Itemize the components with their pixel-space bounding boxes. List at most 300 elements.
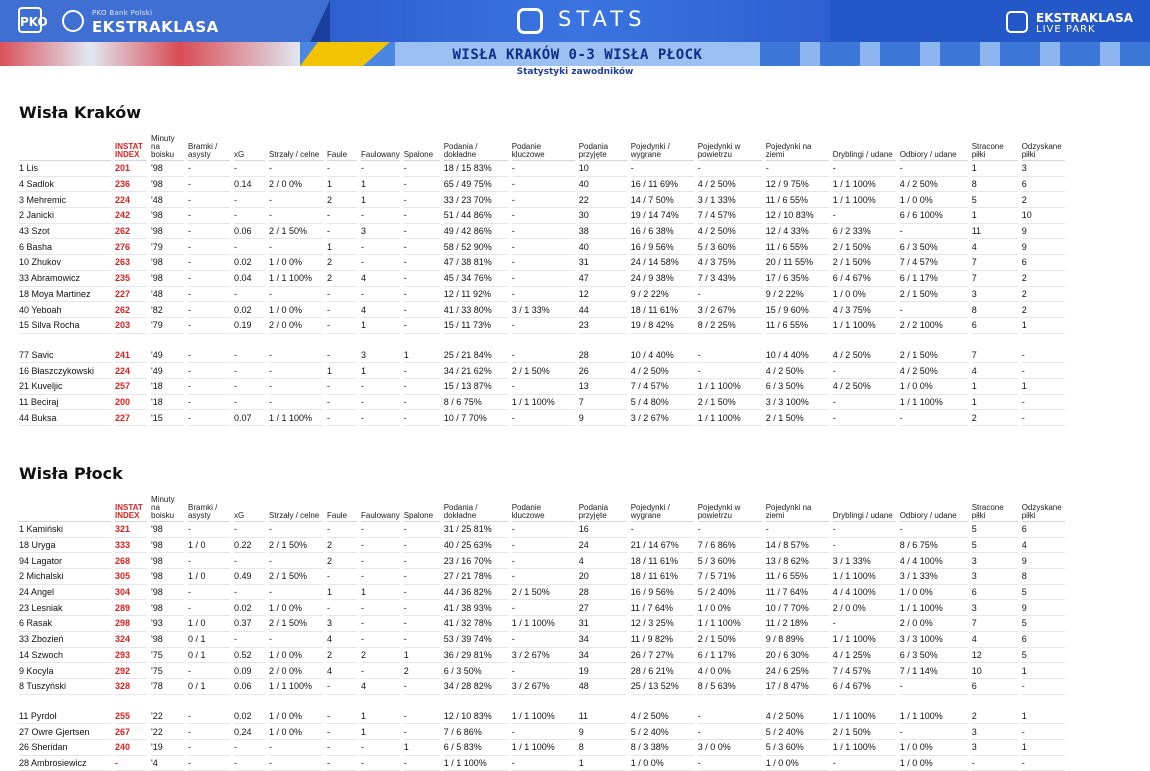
cell-received-passes: 48: [579, 679, 627, 695]
ekstraklasa-logo-icon[interactable]: [62, 10, 84, 32]
live-park-logo-icon[interactable]: [1006, 11, 1028, 33]
cell-tackles: -: [900, 161, 968, 177]
cell-dribbles: 4 / 4 100%: [833, 585, 896, 601]
cell-player: 23 Lesniak: [19, 600, 111, 616]
cell-duels: 4 / 2 50%: [631, 363, 694, 379]
column-header-recovered-balls: Odzyskane piłki: [1022, 494, 1065, 522]
player-row: [19, 709, 1065, 725]
cell-goals-assists: -: [188, 348, 230, 364]
cell-passes: 25 / 21 84%: [444, 348, 508, 364]
cell-lost-balls: 5: [972, 522, 1018, 538]
cell-fouled: -: [361, 239, 400, 255]
cell-received-passes: 9: [579, 410, 627, 426]
cell-xg: 0.07: [234, 410, 265, 426]
cell-minutes: '18: [151, 395, 184, 411]
cell-ground-duels: 2 / 1 50%: [766, 410, 829, 426]
column-header-tackles: Odbiory / udane: [900, 133, 968, 161]
cell-fouls: 2: [327, 271, 357, 287]
cell-offsides: -: [404, 255, 440, 271]
cell-xg: 0.49: [234, 569, 265, 585]
cell-lost-balls: 5: [972, 538, 1018, 554]
cell-aerial-duels: 1 / 1 100%: [698, 616, 762, 632]
cell-recovered-balls: -: [1022, 410, 1065, 426]
cell-ground-duels: 12 / 10 83%: [766, 208, 829, 224]
player-row: [19, 161, 1065, 177]
cell-dribbles: 4 / 2 50%: [833, 348, 896, 364]
cell-fouls: -: [327, 302, 357, 318]
cell-minutes: '79: [151, 318, 184, 334]
cell-fouls: 1: [327, 363, 357, 379]
cell-fouled: 4: [361, 271, 400, 287]
cell-aerial-duels: 3 / 0 0%: [698, 740, 762, 756]
column-header-offsides: Spalone: [404, 133, 440, 161]
cell-minutes: '4: [151, 756, 184, 771]
cell-player: 33 Zbozień: [19, 632, 111, 648]
pko-logo[interactable]: PKO: [18, 7, 42, 33]
cell-fouled: 2: [361, 648, 400, 664]
cell-received-passes: 10: [579, 161, 627, 177]
cell-ground-duels: 1 / 0 0%: [766, 756, 829, 771]
cell-shots: -: [269, 632, 323, 648]
cell-lost-balls: 5: [972, 192, 1018, 208]
cell-fouls: 2: [327, 192, 357, 208]
cell-goals-assists: -: [188, 724, 230, 740]
cell-shots: 2 / 1 50%: [269, 569, 323, 585]
cell-tackles: 4 / 2 50%: [900, 177, 968, 193]
cell-dribbles: 2 / 0 0%: [833, 600, 896, 616]
cell-received-passes: 7: [579, 395, 627, 411]
cell-recovered-balls: 5: [1022, 648, 1065, 664]
cell-duels: -: [631, 522, 694, 538]
cell-fouls: 4: [327, 663, 357, 679]
cell-instat-index: 276: [115, 239, 147, 255]
cell-offsides: -: [404, 600, 440, 616]
cell-key-passes: 1 / 1 100%: [512, 740, 575, 756]
cell-recovered-balls: 10: [1022, 208, 1065, 224]
cell-received-passes: 38: [579, 224, 627, 240]
cell-player: 18 Moya Martinez: [19, 287, 111, 303]
cell-player: 18 Uryga: [19, 538, 111, 554]
cell-dribbles: 6 / 4 67%: [833, 271, 896, 287]
player-row: [19, 648, 1065, 664]
column-header-aerial-duels: Pojedynki w powietrzu: [698, 494, 762, 522]
cell-goals-assists: -: [188, 740, 230, 756]
cell-tackles: -: [900, 224, 968, 240]
cell-minutes: '48: [151, 287, 184, 303]
cell-recovered-balls: 1: [1022, 709, 1065, 725]
substitutes-separator: [19, 334, 1065, 348]
cell-offsides: -: [404, 287, 440, 303]
cell-lost-balls: 6: [972, 679, 1018, 695]
cell-dribbles: 1 / 1 100%: [833, 709, 896, 725]
cell-fouled: -: [361, 410, 400, 426]
cell-aerial-duels: -: [698, 709, 762, 725]
cell-tackles: 1 / 0 0%: [900, 585, 968, 601]
cell-key-passes: -: [512, 239, 575, 255]
cell-instat-index: 236: [115, 177, 147, 193]
cell-offsides: -: [404, 632, 440, 648]
cell-fouls: 1: [327, 239, 357, 255]
cell-aerial-duels: -: [698, 724, 762, 740]
cell-offsides: -: [404, 756, 440, 771]
cell-fouls: -: [327, 569, 357, 585]
cell-fouls: -: [327, 522, 357, 538]
cell-minutes: '98: [151, 585, 184, 601]
cell-duels: 18 / 11 61%: [631, 569, 694, 585]
cell-ground-duels: 5 / 2 40%: [766, 724, 829, 740]
cell-minutes: '82: [151, 302, 184, 318]
column-header-player: [19, 494, 111, 522]
cell-offsides: -: [404, 271, 440, 287]
cell-offsides: -: [404, 177, 440, 193]
cell-tackles: 8 / 6 75%: [900, 538, 968, 554]
cell-dribbles: 6 / 4 67%: [833, 679, 896, 695]
cell-key-passes: 2 / 1 50%: [512, 363, 575, 379]
cell-received-passes: 20: [579, 569, 627, 585]
cell-xg: 0.04: [234, 271, 265, 287]
brand-sponsor: PKO Bank Polski: [92, 9, 153, 17]
cell-tackles: 2 / 0 0%: [900, 616, 968, 632]
cell-duels: 9 / 2 22%: [631, 287, 694, 303]
cell-received-passes: 4: [579, 553, 627, 569]
player-row: [19, 740, 1065, 756]
cell-key-passes: -: [512, 553, 575, 569]
cell-recovered-balls: 4: [1022, 538, 1065, 554]
cell-goals-assists: -: [188, 271, 230, 287]
cell-minutes: '98: [151, 600, 184, 616]
player-row: [19, 553, 1065, 569]
cell-lost-balls: 3: [972, 724, 1018, 740]
cell-key-passes: -: [512, 379, 575, 395]
cell-goals-assists: -: [188, 663, 230, 679]
cell-fouled: 1: [361, 585, 400, 601]
cell-fouls: -: [327, 709, 357, 725]
cell-tackles: 1 / 0 0%: [900, 740, 968, 756]
column-header-goals-assists: Bramki / asysty: [188, 494, 230, 522]
cell-received-passes: 26: [579, 363, 627, 379]
column-header-lost-balls: Stracone piłki: [972, 494, 1018, 522]
cell-ground-duels: 11 / 7 64%: [766, 585, 829, 601]
cell-passes: 36 / 29 81%: [444, 648, 508, 664]
cell-offsides: 1: [404, 648, 440, 664]
cell-received-passes: 24: [579, 538, 627, 554]
cell-goals-assists: 0 / 1: [188, 632, 230, 648]
cell-goals-assists: -: [188, 553, 230, 569]
cell-key-passes: 3 / 2 67%: [512, 648, 575, 664]
cell-passes: 27 / 21 78%: [444, 569, 508, 585]
cell-aerial-duels: 7 / 3 43%: [698, 271, 762, 287]
cell-aerial-duels: -: [698, 287, 762, 303]
cell-dribbles: -: [833, 522, 896, 538]
cell-received-passes: 31: [579, 255, 627, 271]
cell-tackles: 1 / 1 100%: [900, 600, 968, 616]
column-header-received-passes: Podania przyjęte: [579, 133, 627, 161]
cell-player: 6 Rasak: [19, 616, 111, 632]
cell-passes: 58 / 52 90%: [444, 239, 508, 255]
column-header-key-passes: Podanie kluczowe: [512, 494, 575, 522]
cell-lost-balls: 3: [972, 553, 1018, 569]
cell-offsides: -: [404, 239, 440, 255]
cell-player: 27 Owre Gjertsen: [19, 724, 111, 740]
cell-lost-balls: 7: [972, 616, 1018, 632]
cell-fouled: -: [361, 395, 400, 411]
cell-fouls: 1: [327, 177, 357, 193]
column-header-ground-duels: Pojedynki na ziemi: [766, 494, 829, 522]
cell-offsides: -: [404, 410, 440, 426]
player-row: [19, 224, 1065, 240]
cell-aerial-duels: 1 / 1 100%: [698, 410, 762, 426]
cell-fouled: -: [361, 569, 400, 585]
cell-lost-balls: 7: [972, 271, 1018, 287]
cell-aerial-duels: 7 / 5 71%: [698, 569, 762, 585]
cell-tackles: 4 / 4 100%: [900, 553, 968, 569]
player-stats-table-away: [15, 494, 1069, 771]
cell-tackles: 3 / 3 100%: [900, 632, 968, 648]
cell-ground-duels: 10 / 4 40%: [766, 348, 829, 364]
stats-logo-icon: [517, 8, 543, 34]
cell-minutes: '93: [151, 616, 184, 632]
cell-recovered-balls: -: [1022, 679, 1065, 695]
cell-duels: 14 / 7 50%: [631, 192, 694, 208]
live-park-brand-line2[interactable]: LIVE PARK: [1036, 24, 1096, 35]
cell-offsides: 2: [404, 663, 440, 679]
cell-duels: 11 / 9 82%: [631, 632, 694, 648]
cell-goals-assists: -: [188, 192, 230, 208]
cell-recovered-balls: -: [1022, 724, 1065, 740]
cell-tackles: -: [900, 679, 968, 695]
player-row: [19, 724, 1065, 740]
cell-lost-balls: 8: [972, 177, 1018, 193]
column-header-passes: Podania / dokładne: [444, 133, 508, 161]
cell-ground-duels: 11 / 6 55%: [766, 239, 829, 255]
cell-minutes: '48: [151, 192, 184, 208]
cell-lost-balls: 8: [972, 302, 1018, 318]
cell-fouled: -: [361, 379, 400, 395]
cell-offsides: -: [404, 224, 440, 240]
cell-passes: 41 / 33 80%: [444, 302, 508, 318]
cell-key-passes: -: [512, 538, 575, 554]
cell-lost-balls: 4: [972, 239, 1018, 255]
cell-recovered-balls: 6: [1022, 632, 1065, 648]
table-header-row: [19, 494, 1065, 522]
cell-lost-balls: 3: [972, 287, 1018, 303]
cell-duels: -: [631, 161, 694, 177]
cell-minutes: '49: [151, 363, 184, 379]
live-park-brand-line1[interactable]: EKSTRAKLASA: [1036, 11, 1134, 25]
cell-recovered-balls: 6: [1022, 177, 1065, 193]
cell-dribbles: 1 / 0 0%: [833, 287, 896, 303]
cell-fouled: 1: [361, 363, 400, 379]
cell-xg: -: [234, 239, 265, 255]
cell-instat-index: 242: [115, 208, 147, 224]
cell-instat-index: 333: [115, 538, 147, 554]
cell-duels: 5 / 4 80%: [631, 395, 694, 411]
cell-player: 10 Zhukov: [19, 255, 111, 271]
cell-fouls: -: [327, 161, 357, 177]
cell-key-passes: 1 / 1 100%: [512, 616, 575, 632]
cell-duels: 16 / 11 69%: [631, 177, 694, 193]
cell-aerial-duels: 5 / 3 60%: [698, 553, 762, 569]
cell-goals-assists: 1 / 0: [188, 616, 230, 632]
player-row: [19, 522, 1065, 538]
cell-duels: 18 / 11 61%: [631, 302, 694, 318]
cell-tackles: 1 / 0 0%: [900, 379, 968, 395]
cell-duels: 24 / 9 38%: [631, 271, 694, 287]
player-row: [19, 363, 1065, 379]
cell-recovered-balls: -: [1022, 363, 1065, 379]
cell-minutes: '98: [151, 255, 184, 271]
cell-key-passes: 3 / 2 67%: [512, 679, 575, 695]
cell-passes: 65 / 49 75%: [444, 177, 508, 193]
cell-aerial-duels: 1 / 0 0%: [698, 600, 762, 616]
cell-offsides: -: [404, 679, 440, 695]
top-bar: [0, 0, 1150, 42]
cell-fouled: -: [361, 663, 400, 679]
cell-lost-balls: 3: [972, 740, 1018, 756]
cell-dribbles: 1 / 1 100%: [833, 632, 896, 648]
cell-recovered-balls: 3: [1022, 161, 1065, 177]
cell-ground-duels: 15 / 9 60%: [766, 302, 829, 318]
cell-received-passes: 40: [579, 177, 627, 193]
cell-received-passes: 9: [579, 724, 627, 740]
cell-recovered-balls: 6: [1022, 255, 1065, 271]
column-header-passes: Podania / dokładne: [444, 494, 508, 522]
cell-player: 28 Ambrosiewicz: [19, 756, 111, 771]
page-subtitle: Statystyki zawodników: [516, 67, 634, 77]
cell-lost-balls: 6: [972, 585, 1018, 601]
cell-goals-assists: 0 / 1: [188, 679, 230, 695]
cell-goals-assists: -: [188, 318, 230, 334]
cell-dribbles: -: [833, 756, 896, 771]
cell-duels: 11 / 7 64%: [631, 600, 694, 616]
cell-shots: 2 / 0 0%: [269, 663, 323, 679]
cell-goals-assists: -: [188, 363, 230, 379]
cell-fouled: -: [361, 553, 400, 569]
cell-aerial-duels: -: [698, 348, 762, 364]
player-row: [19, 302, 1065, 318]
cell-ground-duels: 9 / 8 89%: [766, 632, 829, 648]
cell-fouled: 1: [361, 177, 400, 193]
cell-fouled: 1: [361, 318, 400, 334]
player-row: [19, 287, 1065, 303]
cell-dribbles: 6 / 2 33%: [833, 224, 896, 240]
cell-player: 24 Angel: [19, 585, 111, 601]
cell-shots: 2 / 0 0%: [269, 177, 323, 193]
cell-shots: -: [269, 363, 323, 379]
cell-goals-assists: -: [188, 585, 230, 601]
cell-xg: 0.06: [234, 224, 265, 240]
cell-aerial-duels: 3 / 2 67%: [698, 302, 762, 318]
player-row: [19, 410, 1065, 426]
column-header-offsides: Spalone: [404, 494, 440, 522]
cell-dribbles: 4 / 1 25%: [833, 648, 896, 664]
cell-aerial-duels: 7 / 6 86%: [698, 538, 762, 554]
cell-player: 44 Buksa: [19, 410, 111, 426]
cell-aerial-duels: 5 / 3 60%: [698, 239, 762, 255]
cell-goals-assists: -: [188, 255, 230, 271]
player-row: [19, 632, 1065, 648]
cell-shots: 1 / 0 0%: [269, 648, 323, 664]
cell-xg: -: [234, 287, 265, 303]
cell-key-passes: -: [512, 569, 575, 585]
cell-tackles: 3 / 1 33%: [900, 569, 968, 585]
cell-shots: -: [269, 585, 323, 601]
cell-minutes: '98: [151, 553, 184, 569]
cell-key-passes: -: [512, 348, 575, 364]
cell-passes: 31 / 25 81%: [444, 522, 508, 538]
separator-cell: [19, 334, 1065, 348]
cell-offsides: 1: [404, 348, 440, 364]
cell-fouled: -: [361, 287, 400, 303]
cell-minutes: '98: [151, 224, 184, 240]
cell-passes: 41 / 32 78%: [444, 616, 508, 632]
cell-minutes: '98: [151, 632, 184, 648]
cell-fouls: -: [327, 318, 357, 334]
cell-instat-index: 289: [115, 600, 147, 616]
team-title-home: Wisła Kraków: [19, 103, 142, 122]
cell-player: 14 Szwoch: [19, 648, 111, 664]
cell-shots: -: [269, 395, 323, 411]
column-header-xg: xG: [234, 494, 265, 522]
player-stats-table-home: [15, 133, 1069, 426]
cell-lost-balls: 6: [972, 318, 1018, 334]
cell-dribbles: 1 / 1 100%: [833, 569, 896, 585]
cell-fouled: 1: [361, 192, 400, 208]
cell-dribbles: -: [833, 410, 896, 426]
cell-instat-index: 262: [115, 224, 147, 240]
cell-fouled: -: [361, 616, 400, 632]
cell-recovered-balls: 1: [1022, 318, 1065, 334]
cell-recovered-balls: 5: [1022, 585, 1065, 601]
brand-name[interactable]: EKSTRAKLASA: [92, 18, 219, 36]
cell-shots: -: [269, 740, 323, 756]
cell-xg: 0.06: [234, 679, 265, 695]
cell-lost-balls: 1: [972, 395, 1018, 411]
cell-duels: 5 / 2 40%: [631, 724, 694, 740]
cell-goals-assists: 1 / 0: [188, 538, 230, 554]
player-row: [19, 538, 1065, 554]
cell-fouls: 2: [327, 255, 357, 271]
cell-passes: 34 / 21 62%: [444, 363, 508, 379]
cell-offsides: -: [404, 395, 440, 411]
cell-fouled: -: [361, 632, 400, 648]
column-header-dribbles: Dryblingi / udane: [833, 494, 896, 522]
cell-duels: 1 / 0 0%: [631, 756, 694, 771]
cell-xg: -: [234, 192, 265, 208]
cell-xg: -: [234, 632, 265, 648]
cell-passes: 12 / 11 92%: [444, 287, 508, 303]
cell-dribbles: 4 / 3 75%: [833, 302, 896, 318]
cell-minutes: '98: [151, 161, 184, 177]
cell-shots: 2 / 0 0%: [269, 318, 323, 334]
cell-shots: 1 / 1 100%: [269, 679, 323, 695]
cell-received-passes: 28: [579, 585, 627, 601]
column-header-minutes: Minuty na boisku: [151, 133, 184, 161]
cell-aerial-duels: 8 / 5 63%: [698, 679, 762, 695]
cell-received-passes: 34: [579, 648, 627, 664]
cell-instat-index: 200: [115, 395, 147, 411]
cell-duels: 10 / 4 40%: [631, 348, 694, 364]
cell-aerial-duels: 8 / 2 25%: [698, 318, 762, 334]
cell-aerial-duels: 1 / 1 100%: [698, 379, 762, 395]
column-header-tackles: Odbiory / udane: [900, 494, 968, 522]
cell-dribbles: 1 / 1 100%: [833, 192, 896, 208]
cell-passes: 18 / 15 83%: [444, 161, 508, 177]
column-header-duels: Pojedynki / wygrane: [631, 133, 694, 161]
cell-fouls: -: [327, 410, 357, 426]
cell-shots: -: [269, 287, 323, 303]
cell-tackles: 4 / 2 50%: [900, 363, 968, 379]
